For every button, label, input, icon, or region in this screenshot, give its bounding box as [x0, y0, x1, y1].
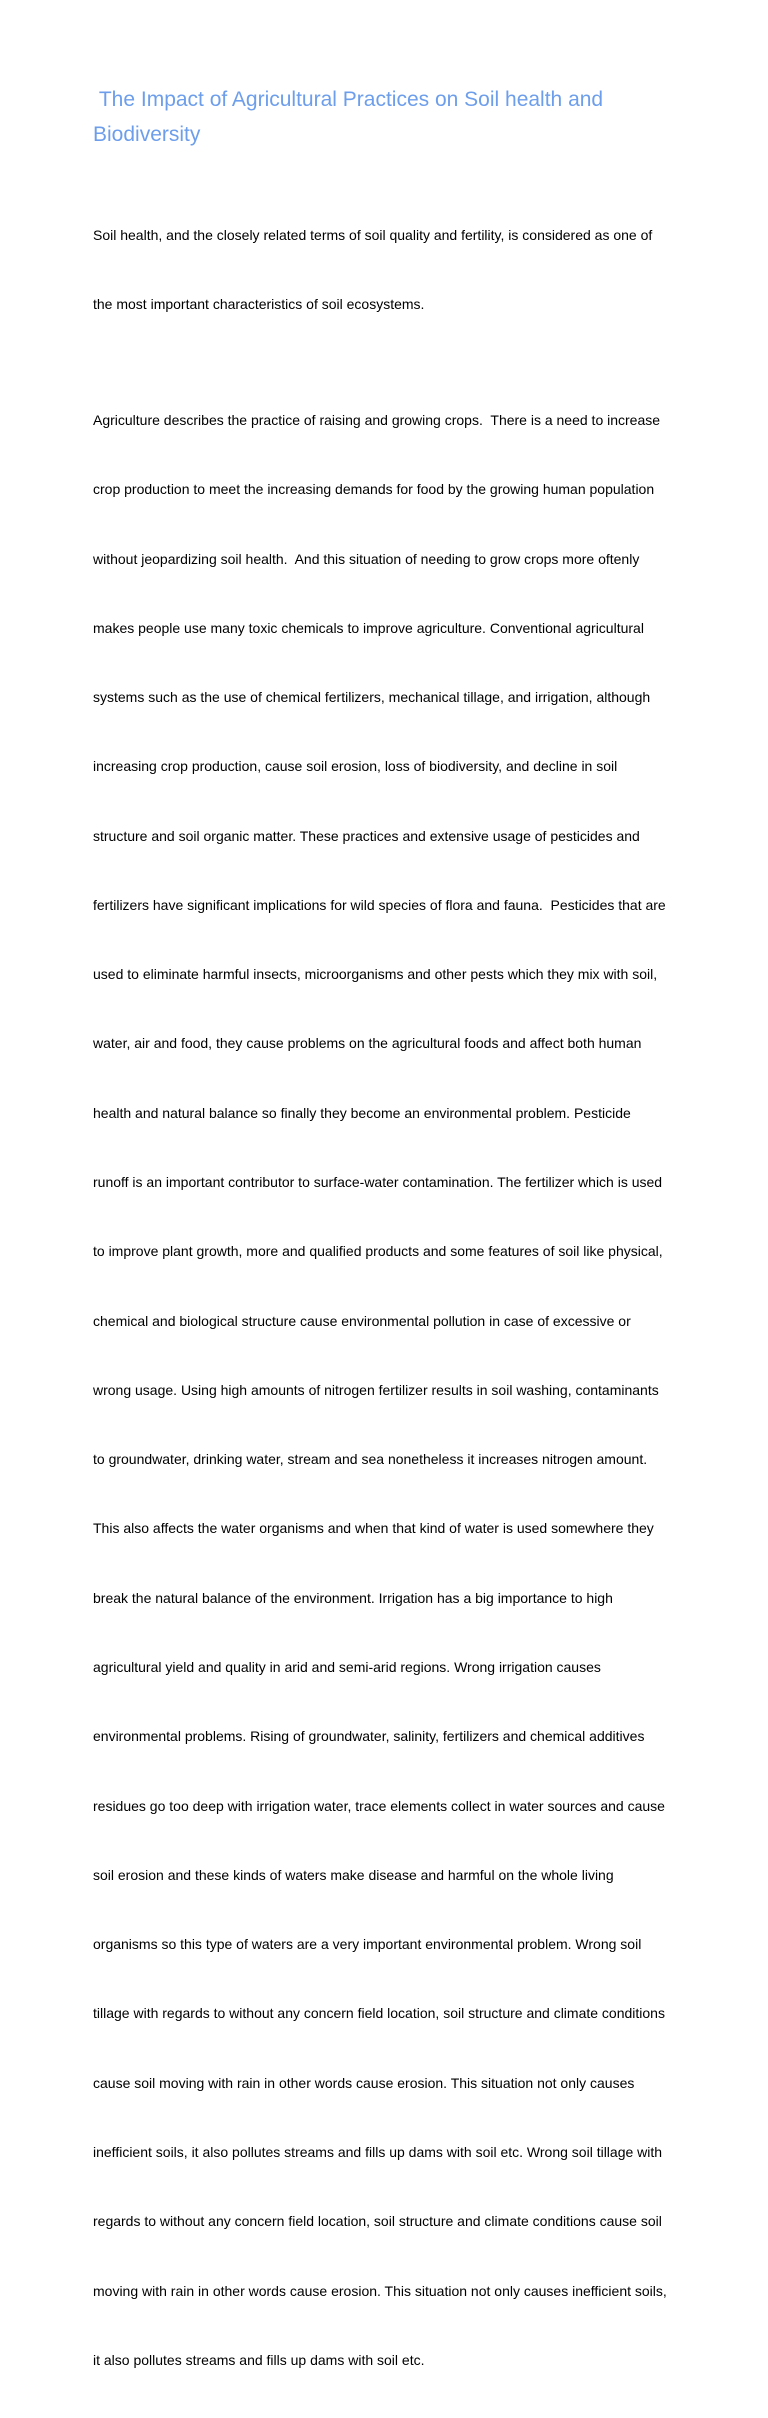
text-line: Soil health, and the closely related terms of soil quality and fertility, is considered as one of — [93, 227, 653, 244]
text-line: health and natural balance so finally they become an environmental problem. Pesticide — [93, 1104, 631, 1121]
text-line: systems such as the use of chemical fertilizers, mechanical tillage, and irrigation, although — [93, 689, 651, 706]
document-title: The Impact of Agricultural Practices on Soil health and Biodiversity — [93, 88, 609, 146]
text-line: Agriculture describes the practice of raising and growing crops. There is a need to increase — [93, 411, 661, 428]
text-line: cause soil moving with rain in other words cause erosion. This situation not only causes — [93, 2074, 635, 2091]
text-line: This also affects the water organisms and when that kind of water is used somewhere they — [93, 1520, 654, 1537]
text-line: crop production to meet the increasing demands for food by the growing human population — [93, 481, 655, 498]
text-line: to groundwater, drinking water, stream and sea nonetheless it increases nitrogen amount. — [93, 1451, 648, 1468]
text-line: fertilizers have significant implications for wild species of flora and fauna. Pesticides that are — [93, 896, 666, 913]
text-line: runoff is an important contributor to surface-water contamination. The fertilizer which is used — [93, 1174, 663, 1191]
text-line: tillage with regards to without any concern field location, soil structure and climate conditions — [93, 2005, 665, 2022]
text-line: the most important characteristics of soil ecosystems. — [93, 296, 425, 313]
text-line: chemical and biological structure cause environmental pollution in case of excessive or — [93, 1312, 631, 1329]
text-line: structure and soil organic matter. These practices and extensive usage of pesticides and — [93, 827, 640, 844]
text-line: break the natural balance of the environment. Irrigation has a big importance to high — [93, 1589, 613, 1606]
text-line: environmental problems. Rising of groundwater, salinity, fertilizers and chemical additives — [93, 1728, 645, 1745]
text-line: to improve plant growth, more and qualified products and some features of soil like physical, — [93, 1243, 663, 1260]
text-line: residues go too deep with irrigation water, trace elements collect in water sources and cause — [93, 1797, 665, 1814]
paragraph-intro — [93, 178, 693, 363]
text-line: wrong usage. Using high amounts of nitrogen fertilizer results in soil washing, contaminants — [93, 1381, 659, 1398]
text-line: moving with rain in other words cause erosion. This situation not only causes inefficient soils, — [93, 2282, 667, 2299]
text-line: inefficient soils, it also pollutes streams and fills up dams with soil etc. Wrong soil tillage with — [93, 2143, 663, 2160]
text-line: regards to without any concern field location, soil structure and climate conditions cause soil — [93, 2213, 662, 2230]
text-line: without jeopardizing soil health. And this situation of needing to grow crops more oftenly — [93, 550, 640, 567]
document-body — [93, 178, 693, 2418]
text-line: makes people use many toxic chemicals to improve agriculture. Conventional agricultural — [93, 619, 644, 636]
paragraph-agriculture — [93, 363, 693, 2418]
text-line: soil erosion and these kinds of waters make disease and harmful on the whole living — [93, 1866, 614, 1883]
text-line: used to eliminate harmful insects, microorganisms and other pests which they mix with soil, — [93, 966, 658, 983]
text-line: agricultural yield and quality in arid and semi-arid regions. Wrong irrigation causes — [93, 1659, 601, 1675]
text-line: organisms so this type of waters are a very important environmental problem. Wrong soil — [93, 1936, 642, 1953]
text-line: increasing crop production, cause soil erosion, loss of biodiversity, and decline in soil — [93, 758, 618, 775]
text-line: water, air and food, they cause problems on the agricultural foods and affect both human — [93, 1035, 642, 1052]
text-line: it also pollutes streams and fills up dams with soil etc. — [93, 2351, 425, 2368]
